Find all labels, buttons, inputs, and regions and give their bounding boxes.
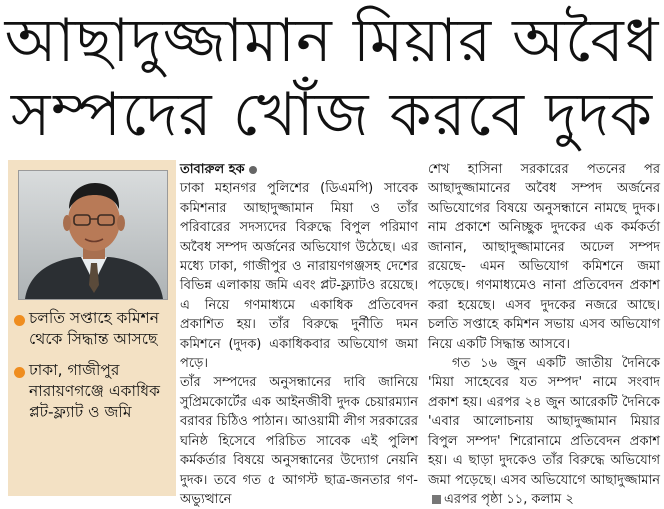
headline-line-2: সম্পদের খোঁজ করবে দুদক bbox=[10, 80, 654, 150]
article-paragraph-text: গত ১৬ জুন একটি জাতীয় দৈনিকে 'মিয়া সাহেবের যত সম্পদ' নামে সংবাদ প্রকাশ হয়। এরপর ২৪ জুন আরেকটি দৈনিকে 'এবার আলোচনায় আছাদুজ্জামান মিয়ার বিপুল সম্পদ' শিরোনামে প্রতিবেদন প্রকাশ হয়। এ ছাড়া দুদকেও তাঁর বিরুদ্ধে অভিযোগ জমা পড়েছে। এসব অভিযোগে আছাদুজ্জামান bbox=[428, 356, 660, 488]
continued-note: এরপর পৃষ্ঠা ১১, কলাম ২ bbox=[444, 491, 574, 507]
highlight-text: চলতি সপ্তাহে কমিশন থেকে সিদ্ধান্ত আসছে bbox=[29, 309, 159, 348]
highlight-item bbox=[14, 360, 172, 423]
continuation-square-icon bbox=[432, 495, 441, 504]
portrait-image bbox=[19, 171, 167, 299]
article-paragraph: শেখ হাসিনা সরকারের পতনের পর আছাদুজ্জামানের অবৈধ সম্পদ অর্জনের অভিযোগের বিষয়ে অনুসন্ধানে নামছে দুদক। নাম প্রকাশে অনিচ্ছুক দুদকের এক কর্মকর্তা জানান, আছাদুজ্জামানের অঢেল সম্পদ রয়েছে- এমন অভিযোগ কমিশনে জমা পড়েছে। গণমাধ্যমেও নানা প্রতিবেদন প্রকাশ করা হয়েছে। এসব দুদকের নজরে আছে। চলতি সপ্তাহে কমিশন সভায় এসব অভিযোগ নিয়ে একটি সিদ্ধান্ত আসবে। bbox=[428, 162, 660, 352]
bullet-dot-icon bbox=[14, 315, 25, 326]
highlight-item bbox=[14, 308, 172, 350]
highlight-text: ঢাকা, গাজীপুর নারায়ণগঞ্জে একাধিক প্লট-ফ্ল্যাট ও জমি bbox=[29, 361, 160, 421]
highlight-list bbox=[14, 308, 172, 433]
portrait-photo bbox=[18, 170, 168, 300]
article-column-2 bbox=[428, 160, 660, 507]
article-column-1 bbox=[180, 160, 418, 507]
byline-dot-icon bbox=[249, 166, 257, 174]
bullet-dot-icon bbox=[14, 367, 25, 378]
byline: তাবারুল হক bbox=[180, 162, 245, 177]
article-paragraph: ঢাকা মহানগর পুলিশের (ডিএমপি) সাবেক কমিশনার আছাদুজ্জামান মিয়া ও তাঁর পরিবারের সদস্যদের বিরুদ্ধে বিপুল পরিমাণ অবৈধ সম্পদ অর্জনের অভিযোগ উঠেছে। এর মধ্যে ঢাকা, গাজীপুর ও নারায়ণগঞ্জসহ দেশের বিভিন্ন এলাকায় জমি এবং প্লট-ফ্ল্যাটও রয়েছে। এ নিয়ে গণমাধ্যমে একাধিক প্রতিবেদন প্রকাশিত হয়। তাঁর বিরুদ্ধে দুর্নীতি দমন কমিশনে (দুদক) একাধিকবার অভিযোগ জমা পড়ে। bbox=[180, 181, 418, 372]
headline bbox=[0, 0, 664, 160]
article-paragraph bbox=[428, 354, 660, 509]
article-paragraph: তাঁর সম্পদের অনুসন্ধানের দাবি জানিয়ে সুপ্রিমকোর্টের এক আইনজীবী দুদক চেয়ারম্যান বরাবর চিঠিও পাঠান। আওয়ামী লীগ সরকারের ঘনিষ্ঠ হিসেবে পরিচিত সাবেক এই পুলিশ কর্মকর্তার বিষয়ে অনুসন্ধানের উদ্যোগ নেয়নি দুদক। তবে গত ৫ আগস্ট ছাত্র-জনতার গণ-অভ্যুত্থানে bbox=[180, 375, 418, 507]
headline-line-1: আছাদুজ্জামান মিয়ার অবৈধ bbox=[4, 6, 660, 76]
sidebar-panel bbox=[8, 160, 176, 496]
